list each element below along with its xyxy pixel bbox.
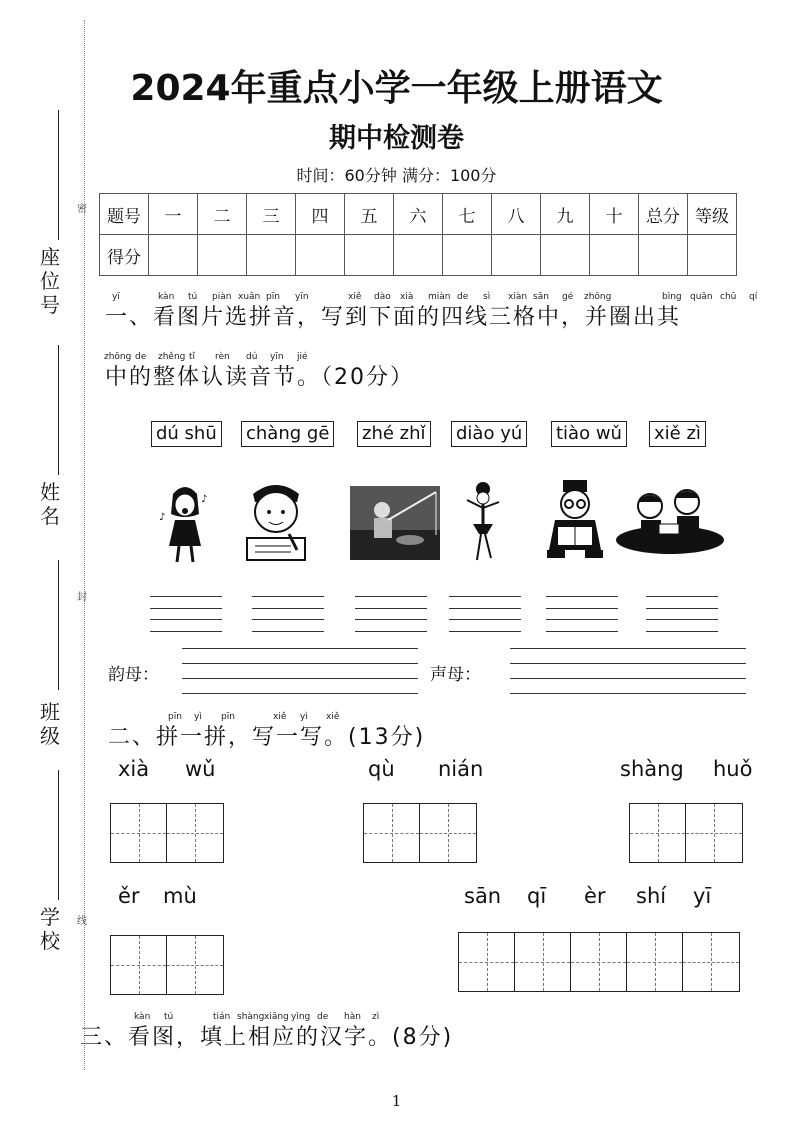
table-cell: 二 bbox=[198, 194, 247, 235]
word-pinyin: shí bbox=[636, 884, 667, 908]
fishing-scene-image bbox=[350, 480, 440, 560]
dancing-girl-image bbox=[463, 480, 503, 565]
word-pinyin: qī bbox=[527, 884, 547, 908]
four-line-grid[interactable] bbox=[449, 596, 521, 632]
svg-text:♪: ♪ bbox=[159, 512, 166, 523]
two-kids-reading-image bbox=[615, 480, 725, 555]
table-cell: 九 bbox=[541, 194, 590, 235]
ruby-pinyin: yīn bbox=[295, 292, 309, 302]
pinyin-option: zhé zhǐ bbox=[357, 421, 431, 447]
boy-writing-image bbox=[241, 480, 311, 565]
yunmu-label: 韵母： bbox=[108, 665, 159, 685]
score-cell[interactable] bbox=[345, 235, 394, 276]
ruby-pinyin: xià bbox=[400, 292, 414, 302]
ruby-pinyin: zì bbox=[372, 1012, 380, 1022]
word-pinyin: xià bbox=[118, 757, 150, 781]
ruby-pinyin: rèn bbox=[215, 352, 230, 362]
ruby-pinyin: dào bbox=[374, 292, 391, 302]
word-pinyin: shàng bbox=[620, 757, 684, 781]
ruby-pinyin: sān bbox=[533, 292, 549, 302]
seal-feng: 封 bbox=[77, 592, 87, 603]
school-line bbox=[58, 770, 59, 900]
yunmu-answer-grid[interactable] bbox=[182, 648, 418, 694]
word-pinyin: huǒ bbox=[713, 757, 753, 781]
ruby-pinyin: bìng bbox=[662, 292, 682, 302]
ruby-pinyin: yìng bbox=[291, 1012, 311, 1022]
ruby-pinyin: xuǎn bbox=[238, 292, 261, 302]
ruby-pinyin: yīn bbox=[270, 352, 284, 362]
pinyin-option: tiào wǔ bbox=[551, 421, 627, 447]
four-line-grid[interactable] bbox=[546, 596, 618, 632]
ruby-pinyin: miàn bbox=[428, 292, 451, 302]
four-line-grid[interactable] bbox=[355, 596, 427, 632]
score-cell[interactable] bbox=[639, 235, 688, 276]
ruby-pinyin: tú bbox=[188, 292, 198, 302]
table-cell: 一 bbox=[149, 194, 198, 235]
pinyin-option: diào yú bbox=[451, 421, 527, 447]
q1-title-line-1: 一、看图片选拼音，写到下面的四线三格中，并圈出其 bbox=[105, 305, 682, 330]
score-cell[interactable] bbox=[247, 235, 296, 276]
school-label: 学校 bbox=[40, 905, 60, 953]
exam-meta: 时间：60分钟 满分：100分 bbox=[296, 166, 497, 185]
four-line-grid[interactable] bbox=[646, 596, 718, 632]
score-table-score-row bbox=[100, 235, 737, 276]
tianzige-grid[interactable] bbox=[110, 935, 225, 995]
score-cell[interactable] bbox=[296, 235, 345, 276]
word-pinyin: mù bbox=[163, 884, 197, 908]
ruby-pinyin: de bbox=[135, 352, 147, 362]
ruby-pinyin: pīn bbox=[168, 712, 182, 722]
ruby-pinyin: gé bbox=[562, 292, 574, 302]
pinyin-option: chàng gē bbox=[241, 421, 334, 447]
word-pinyin: nián bbox=[438, 757, 484, 781]
name-line bbox=[58, 345, 59, 475]
ruby-pinyin: yì bbox=[194, 712, 202, 722]
ruby-pinyin: xiě bbox=[273, 712, 287, 722]
word-pinyin: ěr bbox=[118, 884, 140, 908]
ruby-pinyin: pīn bbox=[266, 292, 280, 302]
pinyin-option: xiě zì bbox=[649, 421, 706, 447]
word-pinyin: yī bbox=[693, 884, 712, 908]
table-cell: 六 bbox=[394, 194, 443, 235]
svg-text:♪: ♪ bbox=[201, 494, 208, 505]
ruby-pinyin: de bbox=[457, 292, 469, 302]
ruby-pinyin: yì bbox=[300, 712, 308, 722]
score-cell[interactable] bbox=[394, 235, 443, 276]
score-cell[interactable] bbox=[198, 235, 247, 276]
ruby-pinyin: kàn bbox=[134, 1012, 151, 1022]
ruby-pinyin: yī bbox=[112, 292, 120, 302]
ruby-pinyin: dú bbox=[246, 352, 258, 362]
ruby-pinyin: chū bbox=[720, 292, 737, 302]
class-line bbox=[58, 560, 59, 690]
shengmu-answer-grid[interactable] bbox=[510, 648, 746, 694]
word-pinyin: wǔ bbox=[185, 757, 216, 781]
ruby-pinyin: quān bbox=[690, 292, 713, 302]
ruby-pinyin: xiāng bbox=[264, 1012, 289, 1022]
table-cell: 八 bbox=[492, 194, 541, 235]
ruby-pinyin: zhōng bbox=[584, 292, 612, 302]
ruby-pinyin: zhěng bbox=[158, 352, 186, 362]
table-cell: 五 bbox=[345, 194, 394, 235]
ruby-pinyin: de bbox=[317, 1012, 329, 1022]
page-number: 1 bbox=[391, 1092, 402, 1110]
singing-girl-image bbox=[155, 480, 215, 565]
word-pinyin: qù bbox=[368, 757, 395, 781]
ruby-pinyin: pīn bbox=[221, 712, 235, 722]
ruby-pinyin: xiàn bbox=[508, 292, 528, 302]
name-label: 姓名 bbox=[40, 480, 60, 528]
tianzige-grid[interactable] bbox=[363, 803, 478, 863]
score-table bbox=[99, 193, 737, 276]
table-cell: 等级 bbox=[688, 194, 737, 235]
score-table-header-row bbox=[100, 194, 737, 235]
ruby-pinyin: xiě bbox=[326, 712, 340, 722]
score-cell[interactable] bbox=[541, 235, 590, 276]
seal-xian: 线 bbox=[77, 916, 87, 927]
score-cell[interactable] bbox=[492, 235, 541, 276]
q1-title-line-2: 中的整体认读音节。（20分） bbox=[105, 365, 414, 390]
q2-title: 二、拼一拼，写一写。(13分) bbox=[108, 725, 426, 750]
ruby-pinyin: jié bbox=[297, 352, 308, 362]
ruby-pinyin: qí bbox=[749, 292, 758, 302]
ruby-pinyin: zhōng bbox=[104, 352, 132, 362]
ruby-pinyin: piàn bbox=[212, 292, 232, 302]
table-cell: 四 bbox=[296, 194, 345, 235]
table-cell: 七 bbox=[443, 194, 492, 235]
page-subtitle: 期中检测卷 bbox=[329, 123, 464, 154]
table-cell: 十 bbox=[590, 194, 639, 235]
page-title: 2024年重点小学一年级上册语文 bbox=[130, 68, 663, 109]
table-cell: 总分 bbox=[639, 194, 688, 235]
score-cell[interactable] bbox=[688, 235, 737, 276]
tianzige-grid[interactable] bbox=[629, 803, 744, 863]
score-cell[interactable] bbox=[590, 235, 639, 276]
score-cell[interactable] bbox=[443, 235, 492, 276]
table-cell: 题号 bbox=[100, 194, 149, 235]
seal-mi: 密 bbox=[77, 204, 87, 215]
word-pinyin: sān bbox=[464, 884, 502, 908]
boy-reading-image bbox=[543, 480, 608, 565]
ruby-pinyin: sì bbox=[483, 292, 491, 302]
table-cell: 得分 bbox=[100, 235, 149, 276]
tianzige-grid-5[interactable] bbox=[458, 932, 742, 994]
q3-title: 三、看图，填上相应的汉字。(8分) bbox=[80, 1025, 454, 1050]
table-cell: 三 bbox=[247, 194, 296, 235]
ruby-pinyin: shàng bbox=[237, 1012, 265, 1022]
ruby-pinyin: kàn bbox=[158, 292, 175, 302]
pinyin-option: dú shū bbox=[151, 421, 222, 447]
ruby-pinyin: tián bbox=[213, 1012, 231, 1022]
score-cell[interactable] bbox=[149, 235, 198, 276]
ruby-pinyin: tǐ bbox=[189, 352, 196, 362]
seat-label: 座位号 bbox=[40, 245, 60, 317]
tianzige-grid[interactable] bbox=[110, 803, 225, 863]
ruby-pinyin: tú bbox=[164, 1012, 174, 1022]
four-line-grid[interactable] bbox=[252, 596, 324, 632]
ruby-pinyin: hàn bbox=[344, 1012, 361, 1022]
ruby-pinyin: xiě bbox=[348, 292, 362, 302]
word-pinyin: èr bbox=[584, 884, 606, 908]
class-label: 班级 bbox=[40, 700, 60, 748]
four-line-grid[interactable] bbox=[150, 596, 222, 632]
shengmu-label: 声母： bbox=[430, 665, 481, 685]
